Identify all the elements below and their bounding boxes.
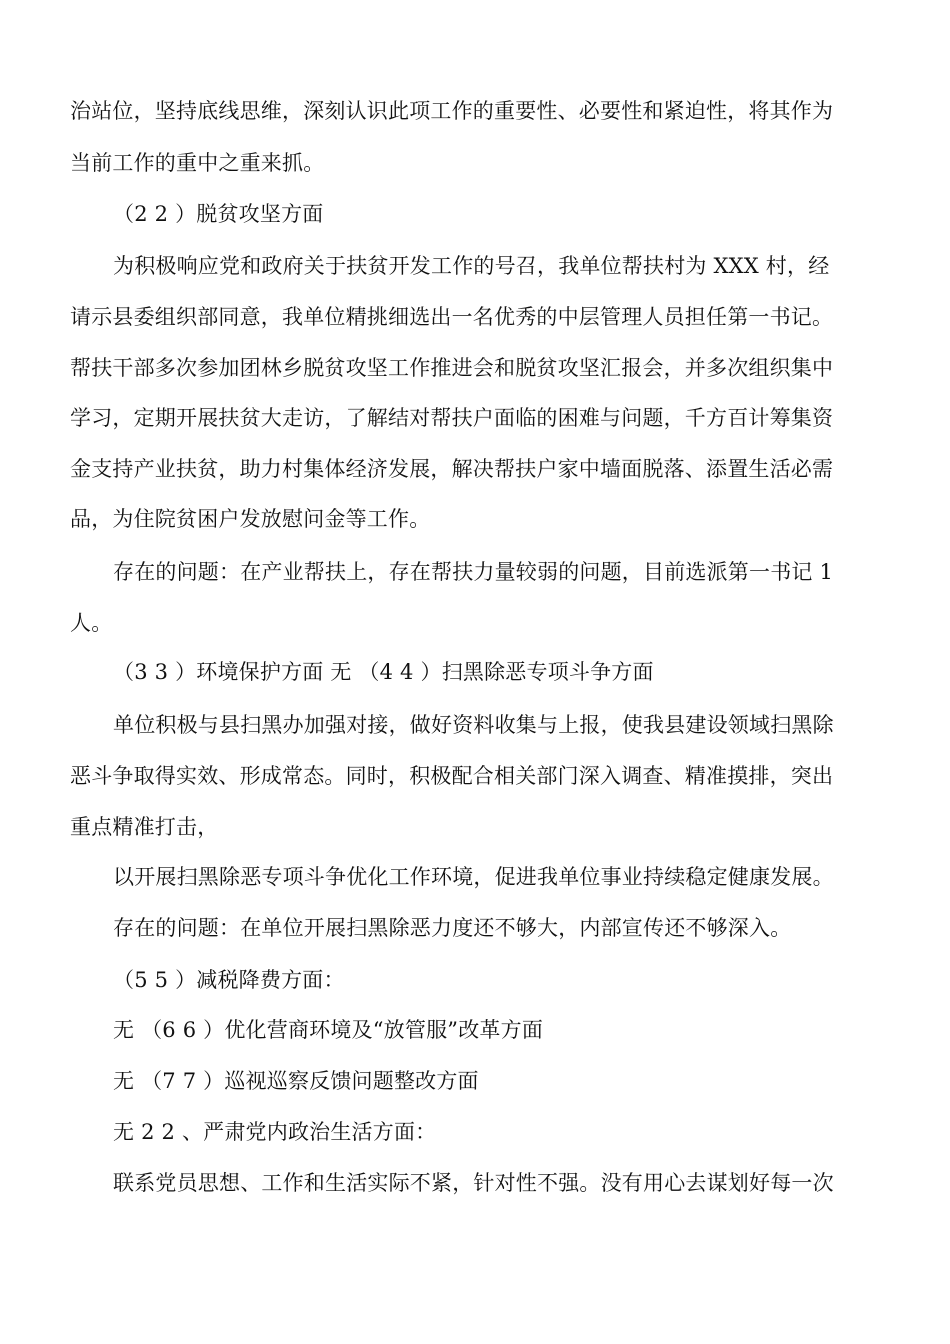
section-heading-party-life: 无 2 2 、严肃党内政治生活方面：: [113, 1120, 437, 1144]
text-line-10: 存在的问题：在产业帮扶上，存在帮扶力量较弱的问题，目前选派第一书记 1: [113, 560, 834, 584]
text-line-4: 为积极响应党和政府关于扶贫开发工作的号召，我单位帮扶村为 XXX 村，经: [113, 254, 830, 278]
text-line-2: 当前工作的重中之重来抓。: [70, 151, 325, 175]
section-heading-business: 无 （6 6 ）优化营商环境及“放管服”改革方面: [113, 1018, 544, 1042]
text-line-22: 联系党员思想、工作和生活实际不紧，针对性不强。没有用心去谋划好每一次: [113, 1171, 834, 1195]
text-line-14: 恶斗争取得实效、形成常态。同时，积极配合相关部门深入调查、精准摸排，突出: [70, 764, 834, 788]
section-heading-environment: （3 3 ）环境保护方面 无 （4 4 ）扫黑除恶专项斗争方面: [113, 660, 654, 684]
text-line-15: 重点精准打击，: [70, 815, 219, 839]
text-line-8: 金支持产业扶贫，助力村集体经济发展，解决帮扶户家中墙面脱落、添置生活必需: [70, 457, 834, 481]
text-line-6: 帮扶干部多次参加团林乡脱贫攻坚工作推进会和脱贫攻坚汇报会，并多次组织集中: [70, 356, 834, 380]
text-line-1: 治站位，坚持底线思维，深刻认识此项工作的重要性、必要性和紧迫性，将其作为: [70, 99, 834, 123]
text-line-13: 单位积极与县扫黑办加强对接，做好资料收集与上报，使我县建设领域扫黑除: [113, 713, 834, 737]
text-line-9: 品，为住院贫困户发放慰问金等工作。: [70, 507, 431, 531]
text-line-17: 存在的问题：在单位开展扫黑除恶力度还不够大，内部宣传还不够深入。: [113, 916, 792, 940]
section-heading-tax: （5 5 ）减税降费方面：: [113, 968, 345, 992]
text-line-5: 请示县委组织部同意，我单位精挑细选出一名优秀的中层管理人员担任第一书记。: [70, 305, 834, 329]
section-heading-poverty: （2 2 ）脱贫攻坚方面: [113, 202, 324, 226]
text-line-7: 学习，定期开展扶贫大走访，了解结对帮扶户面临的困难与问题，千方百计筹集资: [70, 406, 834, 430]
text-line-11: 人。: [70, 611, 113, 635]
text-line-16: 以开展扫黑除恶专项斗争优化工作环境，促进我单位事业持续稳定健康发展。: [113, 865, 834, 889]
section-heading-inspection: 无 （7 7 ）巡视巡察反馈问题整改方面: [113, 1069, 479, 1093]
